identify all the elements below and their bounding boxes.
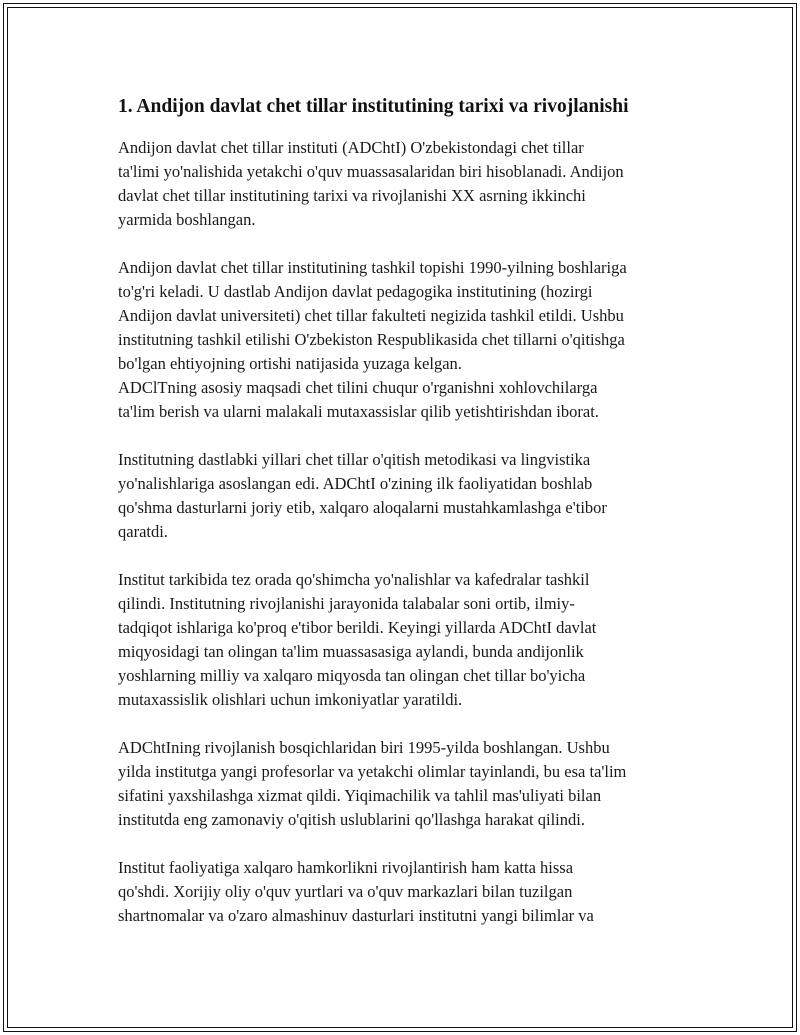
- text-line: Andijon davlat universiteti) chet tillar fakulteti negizida tashkil etildi. Ushbu: [118, 306, 624, 325]
- paragraph-5: [118, 736, 698, 832]
- text-line: sifatini yaxshilashga xizmat qildi. Yiqimachilik va tahlil mas'uliyati bilan: [118, 786, 602, 805]
- text-line: Institut faoliyatiga xalqaro hamkorlikni rivojlantirish ham katta hissa: [118, 858, 574, 877]
- text-line: mutaxassislik olishlari uchun imkoniyatlar yaratildi.: [118, 690, 463, 709]
- text-line: ta'limi yo'nalishida yetakchi o'quv muassasalaridan biri hisoblanadi. Andijon: [118, 162, 624, 181]
- text-line: bo'lgan ehtiyojning ortishi natijasida yuzaga kelgan.: [118, 354, 462, 373]
- text-line: to'g'ri keladi. U dastlab Andijon davlat pedagogika institutining (hozirgi: [118, 282, 593, 301]
- text-line: institutning tashkil etilishi O'zbekiston Respublikasida chet tillarni o'qitishga: [118, 330, 625, 349]
- text-line: yo'nalishlariga asoslangan edi. ADChtI o'zining ilk faoliyatidan boshlab: [118, 474, 593, 493]
- text-line: Andijon davlat chet tillar instituti (ADChtI) O'zbekistondagi chet tillar: [118, 138, 584, 157]
- text-line: davlat chet tillar institutining tarixi va rivojlanishi XX asrning ikkinchi: [118, 186, 586, 205]
- text-line: Institut tarkibida tez orada qo'shimcha yo'nalishlar va kafedralar tashkil: [118, 570, 590, 589]
- paragraph-6: [118, 856, 698, 928]
- text-line: shartnomalar va o'zaro almashinuv dasturlari institutni yangi bilimlar va: [118, 906, 594, 925]
- text-line: ADClTning asosiy maqsadi chet tilini chuqur o'rganishni xohlovchilarga: [118, 378, 598, 397]
- text-line: qilindi. Institutning rivojlanishi jarayonida talabalar soni ortib, ilmiy-: [118, 594, 575, 613]
- text-line: Andijon davlat chet tillar institutining tashkil topishi 1990-yilning boshlariga: [118, 258, 627, 277]
- text-line: miqyosidagi tan olingan ta'lim muassasasiga aylandi, bunda andijonlik: [118, 642, 584, 661]
- text-line: ta'lim berish va ularni malakali mutaxassislar qilib yetishtirishdan iborat.: [118, 402, 599, 421]
- paragraph-4: [118, 568, 698, 712]
- text-line: yilda institutga yangi profesorlar va yetakchi olimlar tayinlandi, bu esa ta'lim: [118, 762, 627, 781]
- text-line: qaratdi.: [118, 522, 168, 541]
- paragraph-3: [118, 448, 698, 544]
- paragraph-1: [118, 136, 698, 232]
- text-line: tadqiqot ishlariga ko'proq e'tibor berildi. Keyingi yillarda ADChtI davlat: [118, 618, 597, 637]
- text-line: Institutning dastlabki yillari chet tillar o'qitish metodikasi va lingvistika: [118, 450, 591, 469]
- text-line: yoshlarning milliy va xalqaro miqyosda tan olingan chet tillar bo'yicha: [118, 666, 586, 685]
- text-line: qo'shma dasturlarni joriy etib, xalqaro aloqalarni mustahkamlashga e'tibor: [118, 498, 607, 517]
- document-page: [118, 94, 698, 952]
- document-title: 1. Andijon davlat chet tillar institutining tarixi va rivojlanishi: [118, 96, 629, 117]
- text-line: ADChtIning rivojlanish bosqichlaridan biri 1995-yilda boshlangan. Ushbu: [118, 738, 610, 757]
- text-line: institutda eng zamonaviy o'qitish uslublarini qo'llashga harakat qilindi.: [118, 810, 585, 829]
- text-line: yarmida boshlangan.: [118, 210, 256, 229]
- text-line: qo'shdi. Xorijiy oliy o'quv yurtlari va o'quv markazlari bilan tuzilgan: [118, 882, 573, 901]
- paragraph-2: [118, 256, 698, 424]
